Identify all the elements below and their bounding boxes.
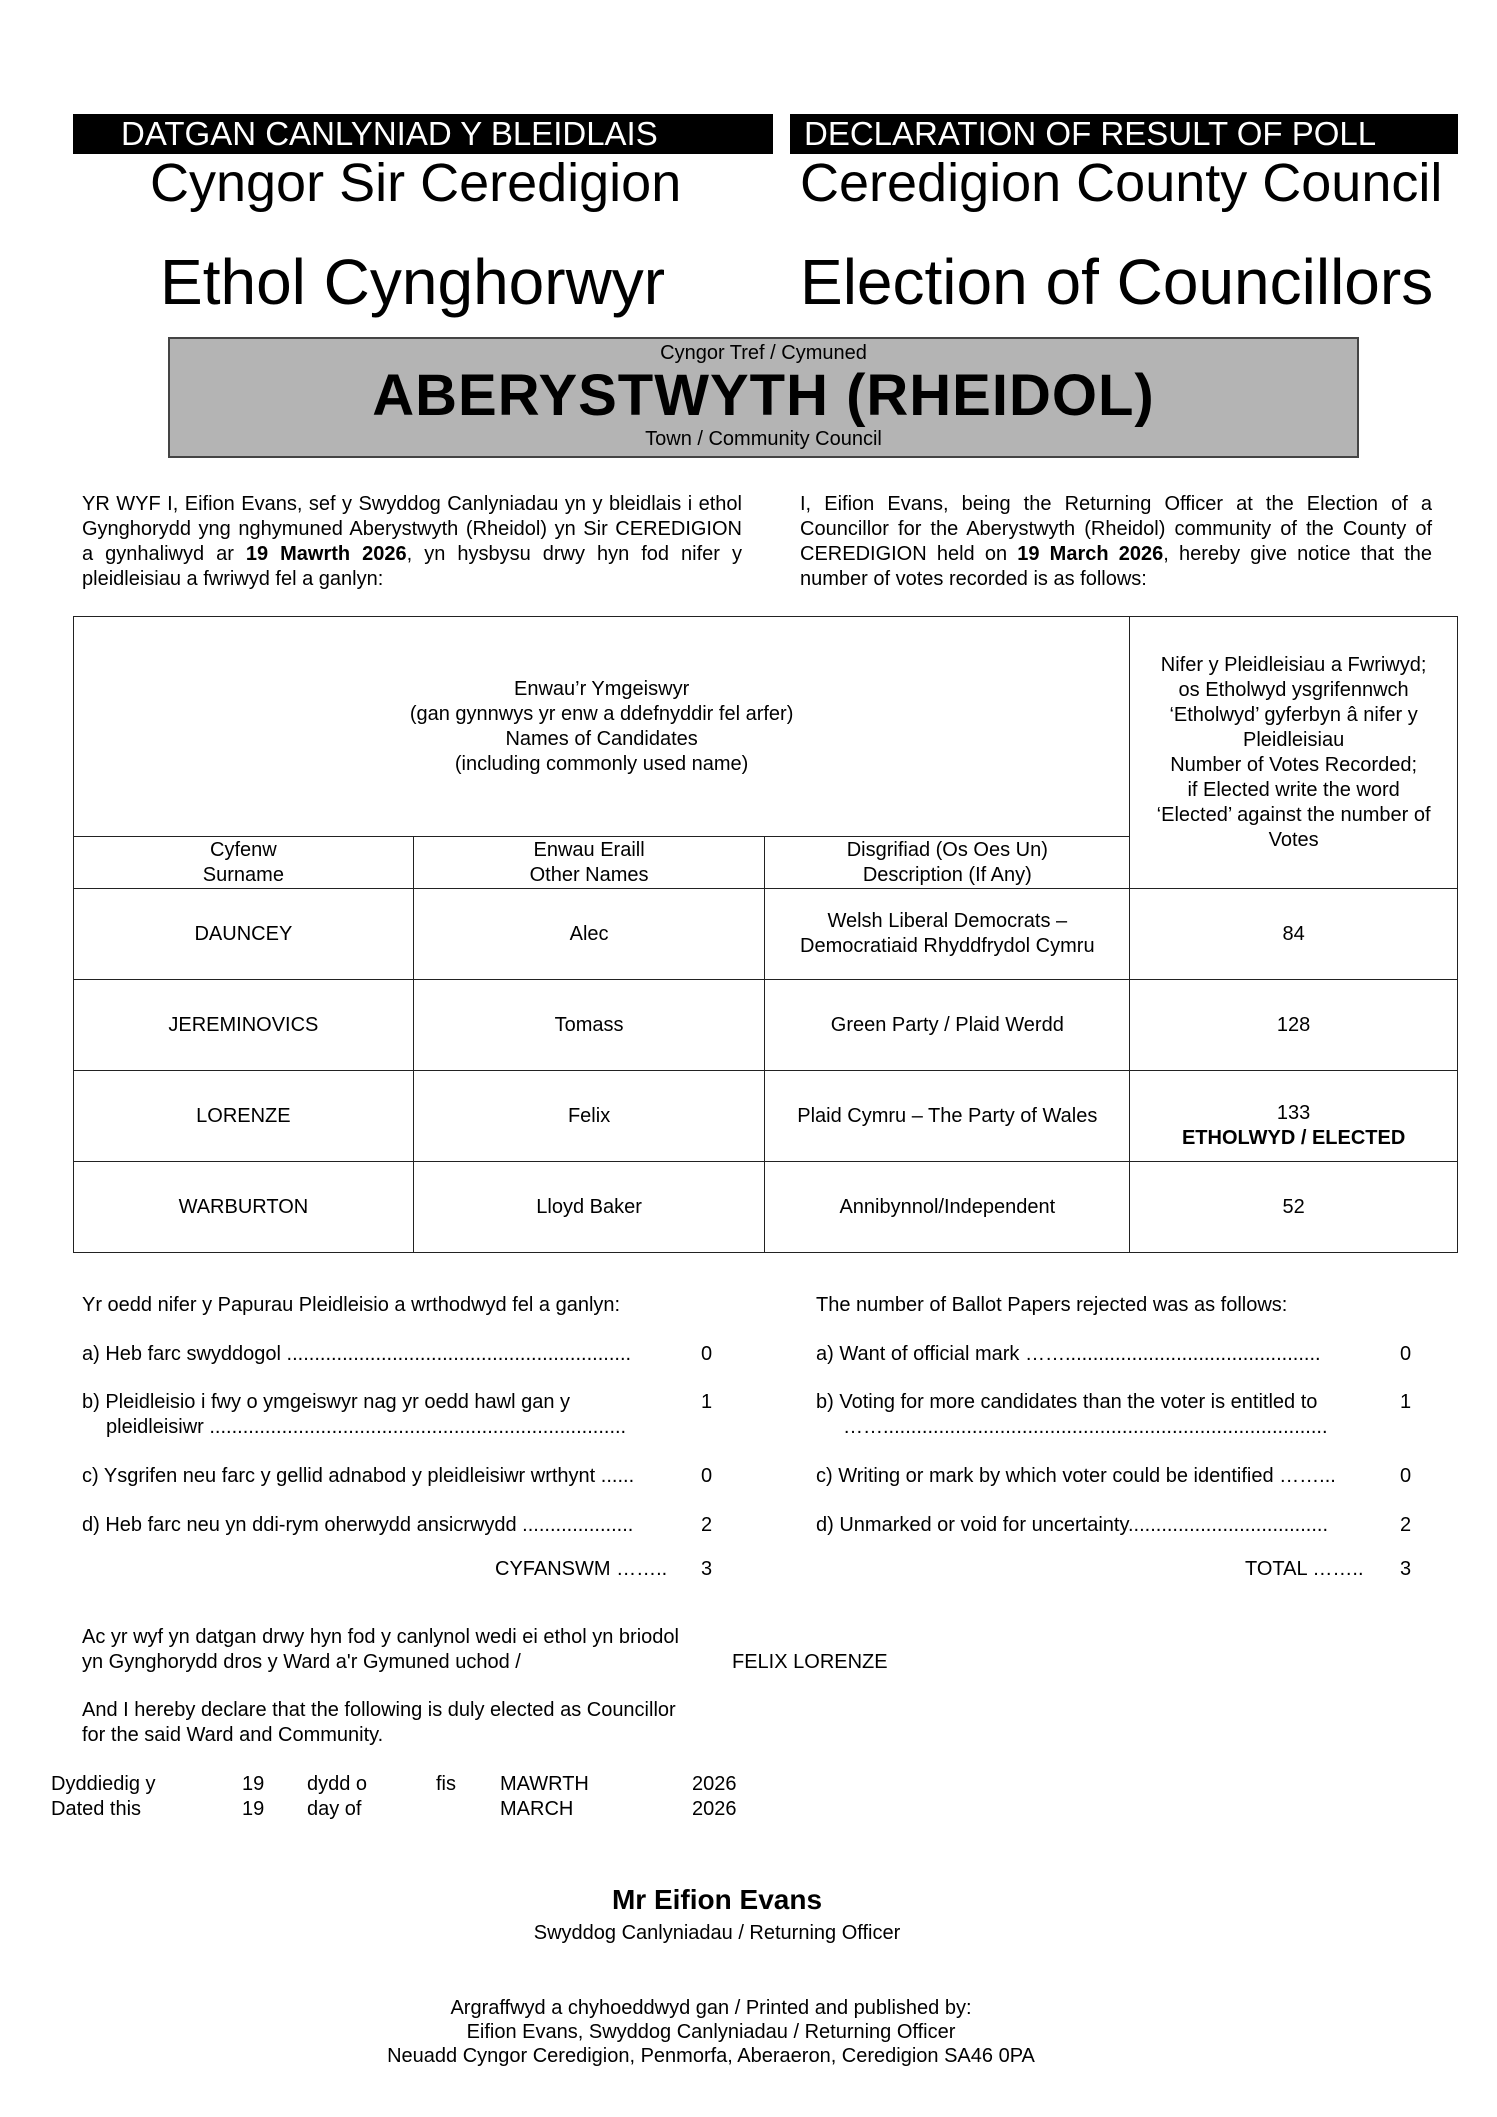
welsh-total-label: CYFANSWM …….. bbox=[495, 1558, 668, 1580]
english-rejected-intro: The number of Ballot Papers rejected was as follows: bbox=[816, 1294, 1288, 1316]
surname-header: Cyfenw Surname bbox=[74, 837, 414, 889]
welsh-council-title: Cyngor Sir Ceredigion bbox=[150, 153, 682, 213]
votes-cell: 128 bbox=[1130, 980, 1458, 1071]
dated-label-welsh: Dyddiedig y bbox=[51, 1773, 156, 1795]
welsh-count-b: 1 bbox=[701, 1391, 713, 1413]
surname-cell: JEREMINOVICS bbox=[74, 980, 414, 1071]
names-header: Enwau’r Ymgeiswyr (gan gynnwys yr enw a ddefnyddir fel arfer) Names of Candidates (including commonly used name) bbox=[74, 617, 1130, 837]
votes-cell: 52 bbox=[1130, 1162, 1458, 1253]
english-election-title: Election of Councillors bbox=[800, 246, 1434, 318]
description-cell: Welsh Liberal Democrats – Democratiaid Rhyddfrydol Cymru bbox=[765, 889, 1130, 980]
ward-label-welsh: Cyngor Tref / Cymuned bbox=[660, 342, 867, 364]
votes-cell: 84 bbox=[1130, 889, 1458, 980]
english-notice: I, Eifion Evans, being the Returning Officer at the Election of a Councillor for the Aberystwyth (Rheidol) community of the County of CEREDIGION held on 19 March 2026, hereby give notice that the number of votes recorded is as follows: bbox=[800, 493, 1432, 590]
ward-box bbox=[168, 337, 1359, 458]
table-row bbox=[74, 1162, 1458, 1253]
votes-header: Nifer y Pleidleisiau a Fwriwyd; os Etholwyd ysgrifennwch ‘Etholwyd’ gyferbyn â nifer y Pleidleisiau Number of Votes Recorded; if Elected write the word ‘Elected’ against the number of Votes bbox=[1130, 617, 1458, 889]
description-cell: Plaid Cymru – The Party of Wales bbox=[765, 1071, 1130, 1162]
welsh-count-total: 3 bbox=[701, 1558, 713, 1580]
english-count-a: 0 bbox=[1400, 1343, 1412, 1365]
welsh-notice: YR WYF I, Eifion Evans, sef y Swyddog Canlyniadau yn y bleidlais i ethol Gynghorydd yng nghymuned Aberystwyth (Rheidol) yn Sir CEREDIGION a gynhaliwyd ar 19 Mawrth 2026, yn hysbysu drwy hyn fod nifer y pleidleisiau a fwriwyd fel a ganlyn: bbox=[82, 493, 742, 590]
table-row bbox=[74, 889, 1458, 980]
english-count-b: 1 bbox=[1400, 1391, 1412, 1413]
elected-candidate-name: FELIX LORENZE bbox=[732, 1651, 888, 1673]
english-rejected-c: c) Writing or mark by which voter could be identified ……... bbox=[816, 1465, 1336, 1487]
table-row bbox=[74, 980, 1458, 1071]
english-count-d: 2 bbox=[1400, 1514, 1412, 1536]
surname-cell: WARBURTON bbox=[74, 1162, 414, 1253]
welsh-count-a: 0 bbox=[701, 1343, 713, 1365]
description-header: Disgrifiad (Os Oes Un) Description (If Any) bbox=[765, 837, 1130, 889]
footer-line2: Eifion Evans, Swyddog Canlyniadau / Returning Officer bbox=[466, 2021, 956, 2043]
results-table bbox=[73, 616, 1458, 1253]
dated-fis-welsh: fis bbox=[436, 1773, 456, 1795]
welsh-declaration-line2: yn Gynghorydd dros y Ward a'r Gymuned uchod / bbox=[82, 1651, 521, 1673]
dated-year-english: 2026 bbox=[692, 1798, 737, 1820]
welsh-rejected-d: d) Heb farc neu yn ddi-rym oherwydd ansicrwydd .................... bbox=[82, 1514, 634, 1536]
english-total-label: TOTAL …….. bbox=[1245, 1558, 1364, 1580]
dated-day-welsh: 19 bbox=[242, 1773, 265, 1795]
description-cell: Annibynnol/Independent bbox=[765, 1162, 1130, 1253]
welsh-rejected-a: a) Heb farc swyddogol .............................................................. bbox=[82, 1343, 632, 1365]
welsh-rejected-c: c) Ysgrifen neu farc y gellid adnabod y pleidleisiwr wrthynt ...... bbox=[82, 1465, 635, 1487]
welsh-rejected-b-cont: pleidleisiwr ........................................................................... bbox=[106, 1416, 627, 1438]
welsh-election-title: Ethol Cynghorwyr bbox=[160, 246, 666, 318]
welsh-rejected-b: b) Pleidleisio i fwy o ymgeiswyr nag yr oedd hawl gan y bbox=[82, 1391, 570, 1413]
dated-month-welsh: MAWRTH bbox=[500, 1773, 589, 1795]
welsh-rejected-intro: Yr oedd nifer y Papurau Pleidleisio a wrthodwyd fel a ganlyn: bbox=[82, 1294, 621, 1316]
surname-cell: DAUNCEY bbox=[74, 889, 414, 980]
other-names-header: Enwau Eraill Other Names bbox=[413, 837, 765, 889]
dated-dayof-english: day of bbox=[307, 1798, 362, 1820]
english-rejected-b: b) Voting for more candidates than the voter is entitled to bbox=[816, 1391, 1318, 1413]
votes-cell: 133 ETHOLWYD / ELECTED bbox=[1130, 1071, 1458, 1162]
welsh-declaration-line1: Ac yr wyf yn datgan drwy hyn fod y canlynol wedi ei ethol yn briodol bbox=[82, 1626, 679, 1648]
footer-line3: Neuadd Cyngor Ceredigion, Penmorfa, Aberaeron, Ceredigion SA46 0PA bbox=[387, 2045, 1035, 2067]
english-banner: DECLARATION OF RESULT OF POLL bbox=[790, 114, 1458, 154]
other-names-cell: Felix bbox=[413, 1071, 765, 1162]
english-count-total: 3 bbox=[1400, 1558, 1412, 1580]
description-cell: Green Party / Plaid Werdd bbox=[765, 980, 1130, 1071]
welsh-count-c: 0 bbox=[701, 1465, 713, 1487]
other-names-cell: Lloyd Baker bbox=[413, 1162, 765, 1253]
english-council-title: Ceredigion County Council bbox=[800, 153, 1443, 213]
table-row bbox=[74, 1071, 1458, 1162]
returning-officer-title: Swyddog Canlyniadau / Returning Officer bbox=[533, 1922, 901, 1944]
dated-dayof-welsh: dydd o bbox=[307, 1773, 368, 1795]
other-names-cell: Tomass bbox=[413, 980, 765, 1071]
elected-label: ETHOLWYD / ELECTED bbox=[1181, 1127, 1406, 1149]
dated-month-english: MARCH bbox=[500, 1798, 574, 1820]
english-rejected-b-cont: ……................................................................................ bbox=[843, 1416, 1328, 1438]
welsh-banner: DATGAN CANLYNIAD Y BLEIDLAIS bbox=[73, 114, 773, 154]
english-declaration-line2: for the said Ward and Community. bbox=[82, 1724, 384, 1746]
other-names-cell: Alec bbox=[413, 889, 765, 980]
ward-label-english: Town / Community Council bbox=[645, 428, 882, 450]
footer-line1: Argraffwyd a chyhoeddwyd gan / Printed and published by: bbox=[450, 1997, 972, 2019]
english-rejected-a: a) Want of official mark …….............................................. bbox=[816, 1343, 1321, 1365]
welsh-count-d: 2 bbox=[701, 1514, 713, 1536]
dated-day-english: 19 bbox=[242, 1798, 265, 1820]
surname-cell: LORENZE bbox=[74, 1071, 414, 1162]
returning-officer-name: Mr Eifion Evans bbox=[611, 1884, 823, 1915]
ward-name: ABERYSTWYTH (RHEIDOL) bbox=[372, 363, 1155, 428]
english-count-c: 0 bbox=[1400, 1465, 1412, 1487]
dated-label-english: Dated this bbox=[51, 1798, 142, 1820]
english-rejected-d: d) Unmarked or void for uncertainty.................................... bbox=[816, 1514, 1329, 1536]
dated-year-welsh: 2026 bbox=[692, 1773, 737, 1795]
english-declaration-line1: And I hereby declare that the following is duly elected as Councillor bbox=[82, 1699, 676, 1721]
